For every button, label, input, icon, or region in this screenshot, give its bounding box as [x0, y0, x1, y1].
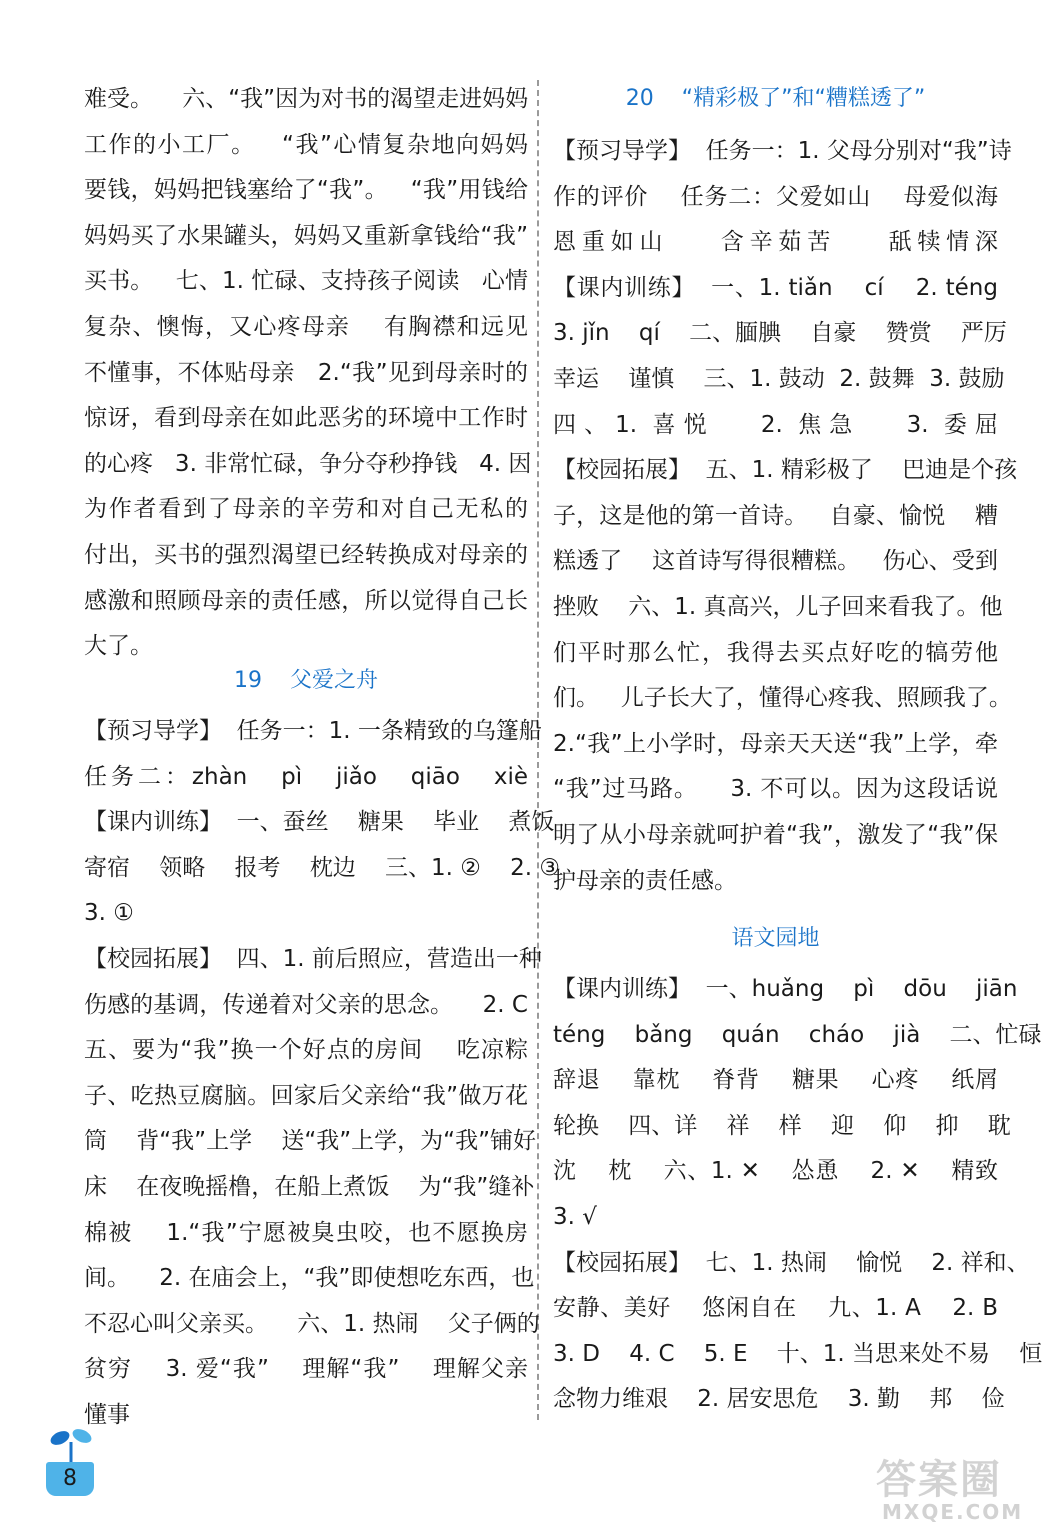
answer-line: 3. D 4. C 5. E 十、1. 当思来处不易 恒	[553, 1340, 1043, 1367]
answer-line: 轮换 四、详 祥 样 迎 仰 抑 耽	[553, 1112, 1011, 1139]
answer-line: 床 在夜晚摇橹，在船上煮饭 为“我”缝补	[84, 1174, 535, 1200]
answer-line: 作的评价 任务二：父爱如山 母爱似海	[553, 183, 998, 210]
answer-line: 【预习导学】 任务一：1. 父母分别对“我”诗	[553, 138, 1012, 164]
answer-line: 们。 儿子长大了，懂得心疼我、照顾我了。	[553, 685, 1012, 712]
answer-line: 【课内训练】 一、蚕丝 糖果 毕业 煮饭	[84, 809, 555, 836]
answer-line: 【预习导学】 任务一：1. 一条精致的乌篷船	[84, 718, 542, 744]
lesson-20-heading: 20 “精彩极了”和“糟糕透了”	[625, 86, 926, 111]
answer-line: 四、1. 喜悦 2. 焦急 3. 委屈	[553, 411, 998, 438]
answer-line: 买书。 七、1. 忙碌、支持孩子阅读 心情	[84, 268, 528, 295]
answer-line: 间。 2. 在庙会上，“我”即使想吃东西，也	[84, 1265, 535, 1292]
answer-line: 【课内训练】 一、1. tiǎn cí 2. téng	[553, 274, 998, 301]
answer-line: 伤感的基调，传递着对父亲的思念。 2. C	[84, 991, 528, 1018]
answer-line: 恩重如山 含辛茹苦 舐犊情深	[553, 229, 998, 256]
answer-line: 安静、美好 悠闲自在 九、1. A 2. B	[553, 1295, 998, 1322]
answer-line: 筒 背“我”上学 送“我”上学，为“我”铺好	[84, 1128, 536, 1155]
answer-line: 大了。	[84, 633, 153, 660]
answer-line: 五、要为“我”换一个好点的房间 吃凉粽	[84, 1037, 528, 1064]
answer-line: 沈 枕 六、1. ✕ 怂恿 2. ✕ 精致	[553, 1158, 998, 1185]
answer-line: 3. √	[553, 1204, 597, 1230]
answer-line: 不忍心叫父亲买。 六、1. 热闹 父子俩的	[84, 1310, 540, 1337]
answer-line: 复杂、懊悔，又心疼母亲 有胸襟和远见	[84, 314, 528, 340]
answer-line: 糕透了 这首诗写得很糟糕。 伤心、受到	[553, 548, 998, 575]
answer-line: 的心疼 3. 非常忙碌，争分夺秒挣钱 4. 因	[84, 450, 532, 477]
answer-line: 【课内训练】 一、huǎng pì dōu jiān	[553, 976, 1018, 1002]
answer-line: téng bǎng quán cháo jià 二、忙碌	[553, 1021, 1042, 1048]
answer-line: 挫败 六、1. 真高兴，儿子回来看我了。他	[553, 594, 1003, 620]
answer-line: 3. ①	[84, 900, 134, 927]
watermark-logo-text: 答案圈	[876, 1457, 1002, 1503]
answer-line: 不懂事，不体贴母亲 2.“我”见到母亲时的	[84, 359, 528, 386]
answer-line: 惊讶，看到母亲在如此恶劣的环境中工作时	[84, 405, 528, 432]
site-watermark	[876, 1448, 1026, 1528]
sprout-icon	[48, 1428, 94, 1466]
answer-line: 妈妈买了水果罐头，妈妈又重新拿钱给“我”	[84, 222, 528, 249]
answer-line: “我”过马路。 3. 不可以。因为这段话说	[553, 776, 998, 803]
answer-line: 【校园拓展】 七、1. 热闹 愉悦 2. 祥和、	[553, 1249, 1030, 1276]
answer-line: 3. jǐn qí 二、腼腆 自豪 赞赏 严厉	[553, 320, 1007, 347]
answer-line: 工作的小工厂。 “我”心情复杂地向妈妈	[84, 131, 528, 158]
answer-line: 【校园拓展】 四、1. 前后照应，营造出一种	[84, 946, 542, 972]
answer-line: 贫穷 3. 爱“我” 理解“我” 理解父亲	[84, 1356, 528, 1383]
answer-line: 难受。 六、“我”因为对书的渴望走进妈妈	[84, 86, 529, 112]
answer-line: 懂事	[84, 1402, 130, 1428]
column-divider	[537, 80, 539, 1420]
answer-line: 任务二：zhàn pì jiǎo qiāo xiè	[84, 763, 528, 790]
answer-line: 明了从小母亲就呵护着“我”，激发了“我”保	[553, 822, 998, 848]
chinese-garden-heading: 语文园地	[731, 926, 820, 951]
answer-line: 棉被 1.“我”宁愿被臭虫咬，也不愿换房	[84, 1219, 528, 1246]
answer-line: 们平时那么忙，我得去买点好吃的犒劳他	[553, 639, 998, 666]
answer-line: 子、吃热豆腐脑。回家后父亲给“我”做万花	[84, 1082, 528, 1109]
lesson-19-heading: 19 父爱之舟	[234, 668, 378, 693]
answer-line: 感激和照顾母亲的责任感，所以觉得自己长	[84, 587, 528, 614]
answer-line: 【校园拓展】 五、1. 精彩极了 巴迪是个孩	[553, 457, 1018, 484]
page-number: 8	[46, 1462, 94, 1496]
answer-line: 要钱，妈妈把钱塞给了“我”。 “我”用钱给	[84, 177, 528, 204]
answer-line: 念物力维艰 2. 居安思危 3. 勤 邦 俭	[553, 1386, 1005, 1413]
watermark-url: MXQE.COM	[882, 1500, 1024, 1524]
answer-line: 为作者看到了母亲的辛劳和对自己无私的	[84, 496, 528, 523]
answer-line: 寄宿 领略 报考 枕边 三、1. ② 2. ③	[84, 854, 560, 881]
answer-line: 护母亲的责任感。	[553, 867, 737, 894]
answer-line: 付出，买书的强烈渴望已经转换成对母亲的	[84, 542, 528, 568]
answer-line: 子，这是他的第一首诗。 自豪、愉悦 糟	[553, 502, 998, 529]
answer-line: 辞退 靠枕 脊背 糖果 心疼 纸屑	[553, 1067, 998, 1094]
answer-line: 2.“我”上小学时，母亲天天送“我”上学，牵	[553, 730, 998, 757]
answer-line: 幸运 谨慎 三、1. 鼓动 2. 鼓舞 3. 鼓励	[553, 366, 1005, 392]
